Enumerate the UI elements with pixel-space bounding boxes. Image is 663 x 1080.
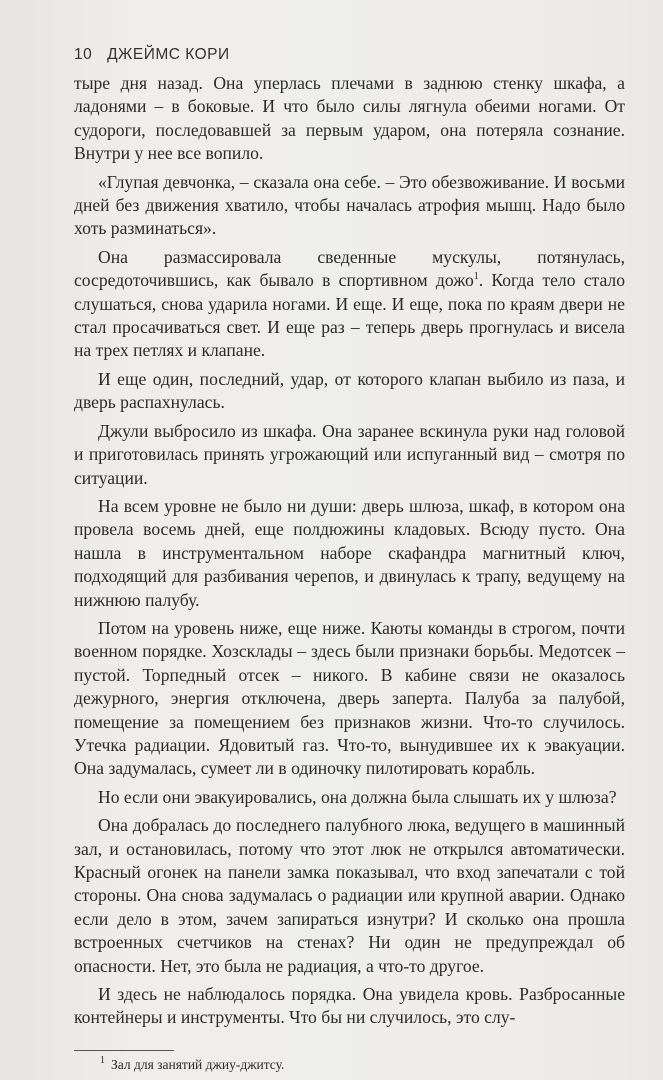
footnote: [74, 1056, 625, 1074]
paragraph: тыре дня назад. Она уперлась плечами в заднюю стенку шкафа, а ладонями – в боковые. И что было силы лягнула обеими ногами. От судороги, последовавшей за первым ударом, она потеряла сознание. Внутри у нее все вопило.: [74, 73, 625, 164]
running-head: [74, 46, 625, 68]
author-name: ДЖЕЙМС КОРИ: [107, 46, 230, 63]
paragraph: [74, 246, 625, 363]
paragraph: Но если они эвакуировались, она должна была слышать их у шлюза?: [98, 786, 617, 807]
paragraph: И здесь не наблюдалось порядка. Она увидела кровь. Разбросанные контейнеры и инструменты. Что бы ни случилось, это слу-: [74, 984, 625, 1028]
footnote-divider: [74, 1050, 174, 1051]
paragraph-text: Она размассировала сведенные мускулы, потянулась, сосредоточившись, как бывало в спортивном дожо: [74, 246, 625, 291]
paragraph: Она добралась до последнего палубного люка, ведущего в машинный зал, и остановилась, потому что этот люк не открылся автоматически. Красный огонек на панели замка показывал, что вход запечатали с той стороны. Она снова задумалась о радиации или крупной аварии. Однако если дело в этом, зачем запираться изнутри? И сколько она прошла встроенных счетчиков на стенах? Ни один не предупреждал об опасности. Нет, это была не радиация, а что-то другое.: [74, 815, 625, 976]
body-text: [74, 72, 625, 1030]
page-number: 10: [74, 46, 93, 63]
paragraph: Потом на уровень ниже, еще ниже. Каюты команды в строгом, почти военном порядке. Хозсклады – здесь были признаки борьбы. Медотсек – пустой. Торпедный отсек – никого. В кабине связи не оказалось дежурного, энергия отключена, дверь заперта. Палуба за палубой, помещение за помещением без признаков жизни. Что-то случилось. Утечка радиации. Ядовитый газ. Что-то, вынудившее их к эвакуации. Она задумалась, сумеет ли в одиночку пилотировать корабль.: [74, 617, 625, 779]
paragraph: Джули выбросило из шкафа. Она заранее вскинула руки над головой и приготовилась принять угрожающий или испуганный вид – смотря по ситуации.: [74, 420, 625, 488]
footnote-mark: 1: [100, 1055, 105, 1067]
paragraph-text: . Когда тело стало слушаться, снова ударила ногами. И еще. И еще, пока по краям двери не стал просачиваться свет. И еще раз – теперь дверь прогнулась и висела на трех петлях и клапане.: [74, 270, 625, 361]
paragraph: На всем уровне не было ни души: дверь шлюза, шкаф, в котором она провела восемь дней, еще полдюжины кладовых. Всюду пусто. Она нашла в инструментальном наборе скафандра магнитный ключ, подходящий для разбивания черепов, и двинулась к трапу, ведущему на нижнюю палубу.: [74, 495, 625, 610]
footnote-reference: 1: [473, 271, 479, 283]
footnote-text: Зал для занятий джиу-джитсу.: [111, 1056, 285, 1072]
paragraph: И еще один, последний, удар, от которого клапан выбило из паза, и дверь распахнулась.: [74, 368, 625, 413]
paragraph: «Глупая девчонка, – сказала она себе. – Это обезвоживание. И восьми дней без движения хватило, чтобы началась атрофия мышц. Надо было хоть разминаться».: [74, 171, 625, 239]
